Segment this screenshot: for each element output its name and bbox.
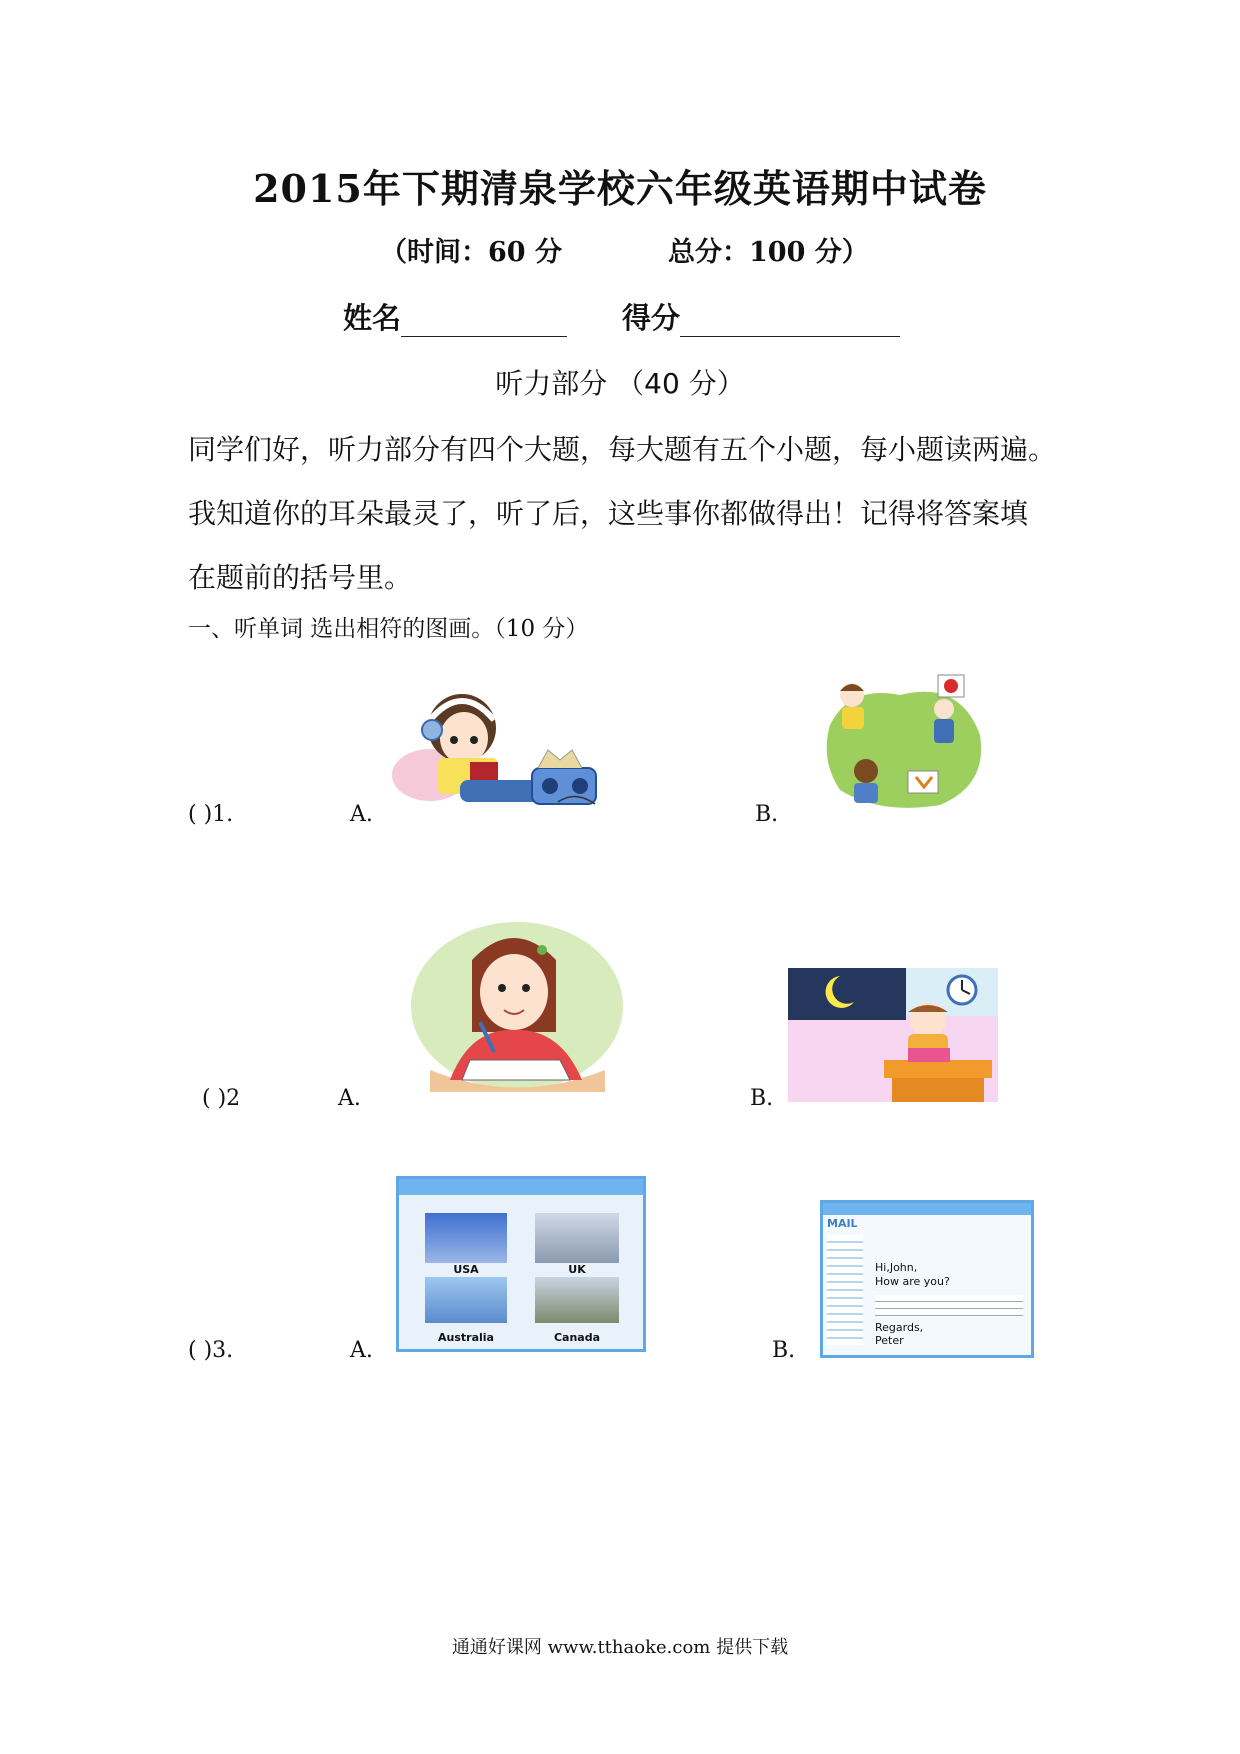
exam-total-score: 总分：100 分） xyxy=(668,237,869,268)
question-1-option-a: A. xyxy=(350,802,373,827)
parliament-building-photo xyxy=(535,1277,619,1323)
statue-of-liberty-photo xyxy=(425,1213,507,1263)
score-field xyxy=(622,296,900,337)
question-2-option-b: B. xyxy=(750,1086,774,1111)
question-2-option-a: A. xyxy=(338,1086,361,1111)
tower-bridge-photo xyxy=(535,1213,619,1263)
label-australia: Australia xyxy=(438,1331,494,1344)
email-greeting: Hi,John, xyxy=(875,1261,918,1274)
score-blank[interactable] xyxy=(680,306,900,337)
question-3-option-b: B. xyxy=(772,1338,796,1363)
email-text-lines xyxy=(875,1295,1023,1317)
question-3-label: ( )3. xyxy=(188,1338,234,1363)
email-signature: Peter xyxy=(875,1334,904,1347)
section-title: 听力部分 （40 分） xyxy=(495,367,745,400)
score-label: 得分 xyxy=(622,301,681,335)
label-uk: UK xyxy=(568,1263,586,1276)
mail-logo-text: MAIL xyxy=(827,1217,858,1230)
label-usa: USA xyxy=(453,1263,479,1276)
intro-line-1: 同学们好，听力部分有四个大题，每大题有五个小题，每小题读两遍。 xyxy=(188,433,1057,466)
email-body: How are you? xyxy=(875,1275,950,1288)
girl-listening-music-picture xyxy=(390,680,620,820)
part1-heading: 一、听单词 选出相符的图画。（10 分） xyxy=(188,616,589,642)
label-canada: Canada xyxy=(553,1331,601,1344)
name-field xyxy=(343,296,567,337)
question-3-option-a: A. xyxy=(350,1338,373,1363)
name-label: 姓名 xyxy=(343,301,402,335)
email-sidebar xyxy=(827,1235,863,1345)
question-2-label: ( )2 xyxy=(202,1086,241,1111)
footer-source: 通通好课网 www.tthaoke.com 提供下载 xyxy=(451,1637,789,1658)
intro-line-2: 我知道你的耳朵最灵了，听了后，这些事你都做得出！记得将答案填 xyxy=(188,497,1029,530)
browser-title-bar xyxy=(399,1179,643,1195)
countries-webpage-picture xyxy=(396,1176,646,1352)
children-painting-on-grass-picture xyxy=(820,665,988,815)
question-1-option-b: B. xyxy=(755,802,779,827)
name-blank[interactable] xyxy=(401,306,567,337)
email-title-bar xyxy=(823,1203,1031,1215)
question-1-label: ( )1. xyxy=(188,802,234,827)
boy-studying-at-night-picture xyxy=(788,968,998,1102)
email-window-picture xyxy=(820,1200,1034,1358)
email-closing: Regards, xyxy=(875,1321,924,1334)
sydney-opera-house-photo xyxy=(425,1277,507,1323)
intro-line-3: 在题前的括号里。 xyxy=(188,561,413,594)
exam-time: （时间：60 分 xyxy=(380,237,562,268)
exam-title: 2015年下期清泉学校六年级英语期中试卷 xyxy=(253,166,987,211)
girl-writing-picture xyxy=(410,920,625,1092)
